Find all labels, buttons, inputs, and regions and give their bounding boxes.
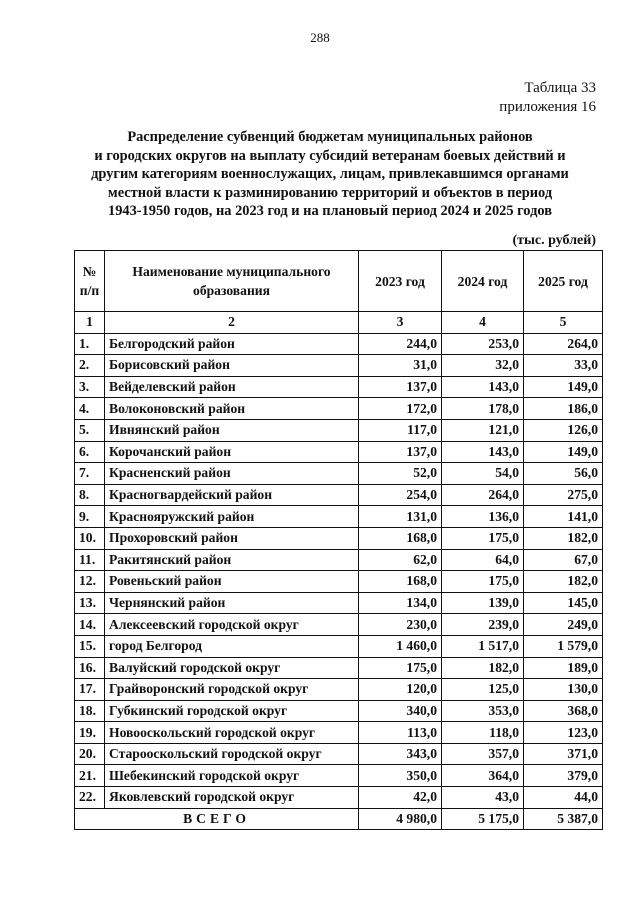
row-number: 2. bbox=[75, 355, 105, 377]
row-number: 22. bbox=[75, 787, 105, 809]
municipality-name: Шебекинский городской округ bbox=[105, 765, 359, 787]
table-reference bbox=[499, 79, 596, 117]
column-number: 3 bbox=[359, 312, 442, 334]
table-row bbox=[75, 571, 603, 593]
table-row bbox=[75, 527, 603, 549]
table-row bbox=[75, 679, 603, 701]
value-2025: 371,0 bbox=[524, 743, 603, 765]
table-row bbox=[75, 614, 603, 636]
municipality-name: Краснояружский район bbox=[105, 506, 359, 528]
row-number: 7. bbox=[75, 463, 105, 485]
row-number: 15. bbox=[75, 635, 105, 657]
row-number: 8. bbox=[75, 484, 105, 506]
column-number-row bbox=[75, 312, 603, 334]
row-number: 14. bbox=[75, 614, 105, 636]
municipality-name: Грайворонский городской округ bbox=[105, 679, 359, 701]
row-number: 18. bbox=[75, 700, 105, 722]
value-2025: 249,0 bbox=[524, 614, 603, 636]
value-2023: 120,0 bbox=[359, 679, 442, 701]
value-2025: 33,0 bbox=[524, 355, 603, 377]
value-2024: 175,0 bbox=[442, 527, 524, 549]
title-line: местной власти к разминированию территорий и объектов в период bbox=[107, 184, 553, 201]
value-2025: 182,0 bbox=[524, 527, 603, 549]
value-2024: 175,0 bbox=[442, 571, 524, 593]
row-number: 19. bbox=[75, 722, 105, 744]
value-2023: 168,0 bbox=[359, 527, 442, 549]
row-number: 4. bbox=[75, 398, 105, 420]
table-row bbox=[75, 657, 603, 679]
value-2023: 131,0 bbox=[359, 506, 442, 528]
table-row bbox=[75, 700, 603, 722]
row-number: 9. bbox=[75, 506, 105, 528]
municipality-name: Красненский район bbox=[105, 463, 359, 485]
table-row bbox=[75, 484, 603, 506]
value-2025: 149,0 bbox=[524, 441, 603, 463]
value-2024: 1 517,0 bbox=[442, 635, 524, 657]
document-title bbox=[60, 128, 600, 221]
total-label: ВСЕГО bbox=[75, 808, 359, 830]
table-row bbox=[75, 592, 603, 614]
header-number bbox=[75, 251, 105, 312]
municipality-name: Ровеньский район bbox=[105, 571, 359, 593]
municipality-name: Красногвардейский район bbox=[105, 484, 359, 506]
value-2024: 182,0 bbox=[442, 657, 524, 679]
row-number: 20. bbox=[75, 743, 105, 765]
value-2023: 42,0 bbox=[359, 787, 442, 809]
value-2024: 64,0 bbox=[442, 549, 524, 571]
header-number-abbr: п/п bbox=[79, 283, 100, 298]
units-label: (тыс. рублей) bbox=[512, 233, 596, 248]
table-row bbox=[75, 635, 603, 657]
value-2025: 379,0 bbox=[524, 765, 603, 787]
title-line: Распределение субвенций бюджетам муниципальных районов bbox=[127, 129, 533, 145]
value-2023: 137,0 bbox=[359, 376, 442, 398]
value-2025: 145,0 bbox=[524, 592, 603, 614]
value-2023: 113,0 bbox=[359, 722, 442, 744]
value-2024: 54,0 bbox=[442, 463, 524, 485]
municipality-name: Белгородский район bbox=[105, 333, 359, 355]
value-2024: 357,0 bbox=[442, 743, 524, 765]
table-row bbox=[75, 765, 603, 787]
column-number: 1 bbox=[75, 312, 105, 334]
table-row bbox=[75, 355, 603, 377]
table-ref-appendix: приложения 16 bbox=[499, 99, 596, 115]
row-number: 17. bbox=[75, 679, 105, 701]
column-number: 5 bbox=[524, 312, 603, 334]
row-number: 10. bbox=[75, 527, 105, 549]
value-2023: 254,0 bbox=[359, 484, 442, 506]
municipality-name: Борисовский район bbox=[105, 355, 359, 377]
total-row bbox=[75, 808, 603, 830]
column-number: 4 bbox=[442, 312, 524, 334]
table-ref-line: Таблица 33 bbox=[524, 80, 596, 96]
table-row bbox=[75, 722, 603, 744]
header-name: Наименование муниципального образования bbox=[105, 251, 359, 312]
value-2023: 31,0 bbox=[359, 355, 442, 377]
header-2023: 2023 год bbox=[359, 251, 442, 312]
subvention-table bbox=[74, 250, 603, 830]
municipality-name: Вейделевский район bbox=[105, 376, 359, 398]
municipality-name: город Белгород bbox=[105, 635, 359, 657]
value-2025: 126,0 bbox=[524, 419, 603, 441]
table-row bbox=[75, 787, 603, 809]
header-number-symbol: № bbox=[82, 264, 97, 279]
value-2024: 364,0 bbox=[442, 765, 524, 787]
value-2023: 340,0 bbox=[359, 700, 442, 722]
row-number: 5. bbox=[75, 419, 105, 441]
row-number: 3. bbox=[75, 376, 105, 398]
municipality-name: Чернянский район bbox=[105, 592, 359, 614]
value-2023: 343,0 bbox=[359, 743, 442, 765]
value-2025: 264,0 bbox=[524, 333, 603, 355]
table-row bbox=[75, 419, 603, 441]
table-row bbox=[75, 398, 603, 420]
value-2025: 189,0 bbox=[524, 657, 603, 679]
value-2023: 168,0 bbox=[359, 571, 442, 593]
value-2024: 143,0 bbox=[442, 441, 524, 463]
value-2024: 264,0 bbox=[442, 484, 524, 506]
table-row bbox=[75, 463, 603, 485]
value-2023: 172,0 bbox=[359, 398, 442, 420]
header-2025: 2025 год bbox=[524, 251, 603, 312]
value-2025: 1 579,0 bbox=[524, 635, 603, 657]
value-2025: 44,0 bbox=[524, 787, 603, 809]
municipality-name: Валуйский городской округ bbox=[105, 657, 359, 679]
value-2023: 134,0 bbox=[359, 592, 442, 614]
value-2025: 123,0 bbox=[524, 722, 603, 744]
table-row bbox=[75, 376, 603, 398]
value-2023: 244,0 bbox=[359, 333, 442, 355]
value-2023: 175,0 bbox=[359, 657, 442, 679]
title-line: и городских округов на выплату субсидий ветеранам боевых действий и bbox=[94, 147, 566, 164]
total-2023: 4 980,0 bbox=[359, 808, 442, 830]
value-2024: 121,0 bbox=[442, 419, 524, 441]
municipality-name: Яковлевский городской округ bbox=[105, 787, 359, 809]
table-row bbox=[75, 506, 603, 528]
value-2025: 368,0 bbox=[524, 700, 603, 722]
municipality-name: Старооскольский городской округ bbox=[105, 743, 359, 765]
value-2024: 32,0 bbox=[442, 355, 524, 377]
municipality-name: Корочанский район bbox=[105, 441, 359, 463]
municipality-name: Алексеевский городской округ bbox=[105, 614, 359, 636]
value-2024: 239,0 bbox=[442, 614, 524, 636]
value-2025: 182,0 bbox=[524, 571, 603, 593]
table-row bbox=[75, 549, 603, 571]
total-2025: 5 387,0 bbox=[524, 808, 603, 830]
row-number: 11. bbox=[75, 549, 105, 571]
row-number: 12. bbox=[75, 571, 105, 593]
value-2025: 67,0 bbox=[524, 549, 603, 571]
municipality-name: Ивнянский район bbox=[105, 419, 359, 441]
value-2023: 350,0 bbox=[359, 765, 442, 787]
value-2023: 230,0 bbox=[359, 614, 442, 636]
value-2024: 139,0 bbox=[442, 592, 524, 614]
municipality-name: Волоконовский район bbox=[105, 398, 359, 420]
value-2025: 186,0 bbox=[524, 398, 603, 420]
value-2025: 149,0 bbox=[524, 376, 603, 398]
table-row bbox=[75, 333, 603, 355]
value-2024: 43,0 bbox=[442, 787, 524, 809]
value-2023: 62,0 bbox=[359, 549, 442, 571]
value-2024: 125,0 bbox=[442, 679, 524, 701]
municipality-name: Губкинский городской округ bbox=[105, 700, 359, 722]
row-number: 16. bbox=[75, 657, 105, 679]
column-number: 2 bbox=[105, 312, 359, 334]
title-line: другим категориям военнослужащих, лицам, привлекавшимся органами bbox=[91, 166, 569, 182]
row-number: 13. bbox=[75, 592, 105, 614]
total-2024: 5 175,0 bbox=[442, 808, 524, 830]
value-2023: 52,0 bbox=[359, 463, 442, 485]
value-2024: 118,0 bbox=[442, 722, 524, 744]
value-2023: 1 460,0 bbox=[359, 635, 442, 657]
title-line: 1943-1950 годов, на 2023 год и на плановый период 2024 и 2025 годов bbox=[108, 203, 552, 219]
row-number: 1. bbox=[75, 333, 105, 355]
municipality-name: Новооскольский городской округ bbox=[105, 722, 359, 744]
row-number: 6. bbox=[75, 441, 105, 463]
value-2025: 141,0 bbox=[524, 506, 603, 528]
value-2024: 253,0 bbox=[442, 333, 524, 355]
value-2024: 136,0 bbox=[442, 506, 524, 528]
table-header-row bbox=[75, 251, 603, 312]
table-row bbox=[75, 743, 603, 765]
value-2024: 178,0 bbox=[442, 398, 524, 420]
value-2023: 117,0 bbox=[359, 419, 442, 441]
page-number: 288 bbox=[310, 30, 330, 45]
value-2025: 275,0 bbox=[524, 484, 603, 506]
municipality-name: Ракитянский район bbox=[105, 549, 359, 571]
value-2024: 143,0 bbox=[442, 376, 524, 398]
value-2024: 353,0 bbox=[442, 700, 524, 722]
table-row bbox=[75, 441, 603, 463]
value-2023: 137,0 bbox=[359, 441, 442, 463]
header-2024: 2024 год bbox=[442, 251, 524, 312]
municipality-name: Прохоровский район bbox=[105, 527, 359, 549]
value-2025: 56,0 bbox=[524, 463, 603, 485]
row-number: 21. bbox=[75, 765, 105, 787]
value-2025: 130,0 bbox=[524, 679, 603, 701]
